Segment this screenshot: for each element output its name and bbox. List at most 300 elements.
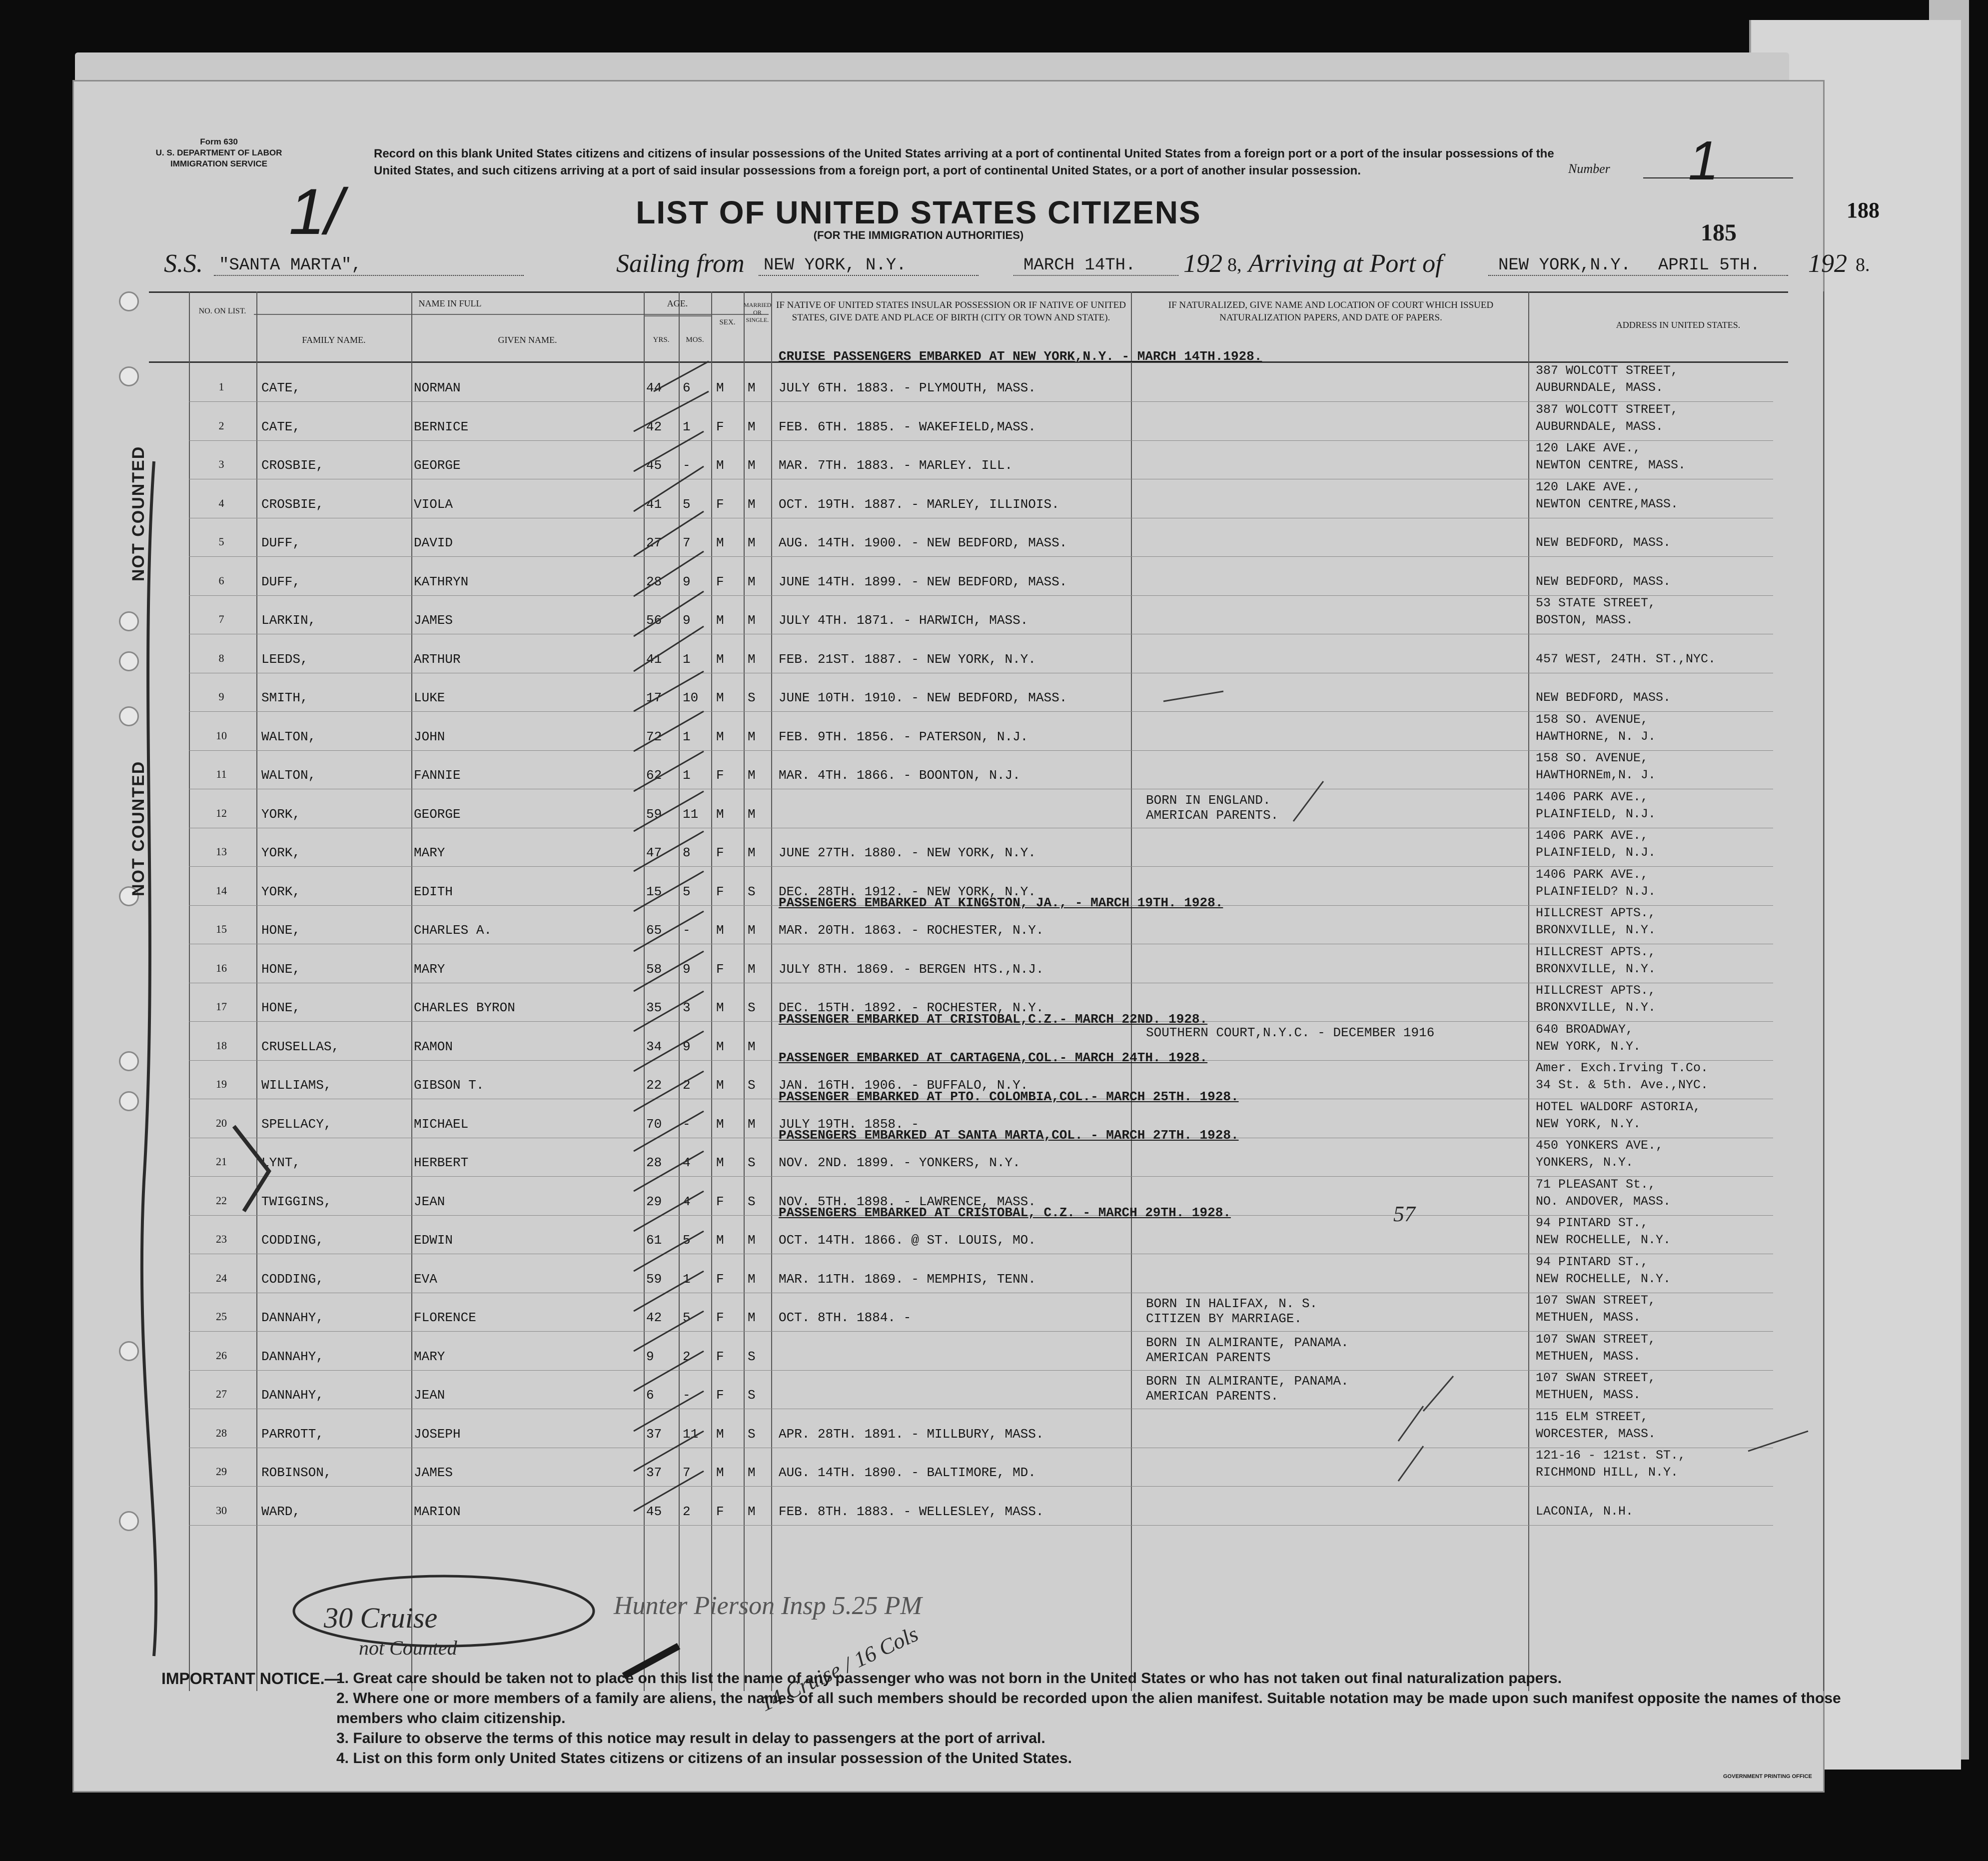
- row-number: 22: [216, 1194, 227, 1207]
- form-number: Form 630: [200, 137, 238, 146]
- row-number: 10: [216, 729, 227, 742]
- sex: M: [716, 535, 724, 550]
- sex: F: [716, 961, 724, 977]
- address-line-1: 94 PINTARD ST.,: [1536, 1216, 1649, 1230]
- printer-imprint: GOVERNMENT PRINTING OFFICE: [1723, 1774, 1812, 1780]
- address-line-2: NEW YORK, N.Y.: [1536, 1039, 1641, 1054]
- service: IMMIGRATION SERVICE: [170, 159, 267, 168]
- row-number: 11: [216, 768, 227, 780]
- marital-status: M: [748, 1271, 756, 1287]
- age-months: 5: [683, 496, 691, 512]
- year-prefix: 192: [1183, 249, 1222, 278]
- sex: F: [716, 1310, 724, 1325]
- marital-status: M: [748, 806, 756, 822]
- sex: M: [716, 806, 724, 822]
- address-line-1: 107 SWAN STREET,: [1536, 1293, 1656, 1308]
- row-number: 16: [216, 961, 227, 974]
- naturalization-line-2: AMERICAN PARENTS.: [1146, 807, 1279, 823]
- marital-status: M: [748, 380, 756, 395]
- birth-date-place: FEB. 9TH. 1856. - PATERSON, N.J.: [779, 729, 1028, 744]
- sex: M: [716, 613, 724, 628]
- address-line-1: 158 SO. AVENUE,: [1536, 751, 1649, 765]
- marital-status: M: [748, 496, 756, 512]
- birth-date-place: NOV. 5TH. 1898. - LAWRENCE, MASS.: [779, 1194, 1036, 1209]
- family-name: DANNAHY,: [261, 1349, 324, 1364]
- embarkation-note: CRUISE PASSENGERS EMBARKED AT NEW YORK,N.Y. - MARCH 14TH.1928.: [779, 349, 1262, 364]
- sex: M: [716, 1465, 724, 1480]
- birth-date-place: JUNE 27TH. 1880. - NEW YORK, N.Y.: [779, 845, 1036, 860]
- family-name: HONE,: [261, 961, 301, 977]
- marital-status: M: [748, 1504, 756, 1519]
- age-years: 29: [646, 1194, 662, 1209]
- address-line-2: METHUEN, MASS.: [1536, 1310, 1641, 1325]
- given-name: KATHRYN: [414, 574, 469, 589]
- age-months: 7: [683, 535, 691, 550]
- header-age: AGE.: [667, 298, 688, 308]
- address-line-2: HAWTHORNEm,N. J.: [1536, 768, 1656, 782]
- row-number: 20: [216, 1116, 227, 1129]
- address-line-1: 1406 PARK AVE.,: [1536, 867, 1649, 882]
- given-name: FANNIE: [414, 768, 461, 783]
- age-years: 37: [646, 1465, 662, 1480]
- age-years: 47: [646, 845, 662, 860]
- handwritten-one: 1/: [289, 175, 343, 248]
- header-family: FAMILY NAME.: [302, 335, 366, 345]
- marital-status: S: [748, 1000, 756, 1015]
- address-line-1: Amer. Exch.Irving T.Co.: [1536, 1061, 1709, 1075]
- age-months: 11: [683, 806, 699, 822]
- row-number: 28: [216, 1426, 227, 1439]
- age-years: 6: [646, 1388, 654, 1403]
- sex: F: [716, 1194, 724, 1209]
- row-number: 7: [218, 613, 224, 625]
- sex: M: [716, 690, 724, 705]
- birth-date-place: JAN. 16TH. 1906. - BUFFALO, N.Y.: [779, 1078, 1028, 1093]
- age-months: 1: [683, 729, 691, 744]
- age-years: 42: [646, 419, 662, 434]
- birth-date-place: OCT. 8TH. 1884. -: [779, 1310, 912, 1325]
- given-name: EDITH: [414, 884, 453, 899]
- age-years: 58: [646, 961, 662, 977]
- sex: F: [716, 574, 724, 589]
- given-name: MARY: [414, 961, 445, 977]
- age-months: -: [683, 923, 691, 938]
- age-years: 22: [646, 1078, 662, 1093]
- family-name: WALTON,: [261, 729, 316, 744]
- marital-status: S: [748, 1078, 756, 1093]
- naturalization-line-2: AMERICAN PARENTS.: [1146, 1389, 1279, 1404]
- family-name: LEEDS,: [261, 651, 308, 667]
- address-line-2: NEW YORK, N.Y.: [1536, 1116, 1641, 1131]
- given-name: GEORGE: [414, 458, 461, 473]
- sex: M: [716, 729, 724, 744]
- marital-status: M: [748, 574, 756, 589]
- ship-name: "SANTA MARTA",: [219, 256, 362, 275]
- marital-status: M: [748, 535, 756, 550]
- given-name: MARY: [414, 845, 445, 860]
- age-years: 41: [646, 651, 662, 667]
- address-line-2: BRONXVILLE, N.Y.: [1536, 1000, 1656, 1015]
- age-years: 28: [646, 574, 662, 589]
- row-number: 8: [218, 651, 224, 664]
- age-years: 41: [646, 496, 662, 512]
- marital-status: M: [748, 651, 756, 667]
- address-line-1: HILLCREST APTS.,: [1536, 944, 1656, 959]
- ss-label: S.S.: [164, 249, 203, 278]
- notice-lead: IMPORTANT NOTICE.—: [161, 1670, 341, 1688]
- address-line-2: NEW ROCHELLE, N.Y.: [1536, 1233, 1671, 1247]
- address-line-2: 34 St. & 5th. Ave.,NYC.: [1536, 1078, 1709, 1092]
- given-name: EDWIN: [414, 1233, 453, 1248]
- age-years: 56: [646, 613, 662, 628]
- age-months: 1: [683, 768, 691, 783]
- sex: F: [716, 845, 724, 860]
- marital-status: S: [748, 1194, 756, 1209]
- address-line-2: NEW BEDFORD, MASS.: [1536, 574, 1671, 589]
- given-name: HERBERT: [414, 1155, 469, 1170]
- birth-date-place: JULY 6TH. 1883. - PLYMOUTH, MASS.: [779, 380, 1036, 395]
- birth-date-place: MAR. 4TH. 1866. - BOONTON, N.J.: [779, 768, 1020, 783]
- address-line-2: PLAINFIELD, N.J.: [1536, 806, 1656, 821]
- age-months: 5: [683, 1310, 691, 1325]
- age-years: 9: [646, 1349, 654, 1364]
- age-months: 5: [683, 1233, 691, 1248]
- age-months: -: [683, 1388, 691, 1403]
- age-years: 70: [646, 1116, 662, 1132]
- department: U. S. DEPARTMENT OF LABOR: [155, 148, 282, 157]
- birth-date-place: MAR. 7TH. 1883. - MARLEY. ILL.: [779, 458, 1013, 473]
- age-years: 59: [646, 1271, 662, 1287]
- embarkation-note: PASSENGERS EMBARKED AT KINGSTON, JA., - MARCH 19TH. 1928.: [779, 895, 1223, 911]
- number-label: Number: [1568, 161, 1610, 176]
- naturalization-line-1: BORN IN ALMIRANTE, PANAMA.: [1146, 1335, 1349, 1350]
- address-line-2: METHUEN, MASS.: [1536, 1349, 1641, 1364]
- address-line-2: NEW BEDFORD, MASS.: [1536, 690, 1671, 705]
- age-months: 3: [683, 1000, 691, 1015]
- header-sex: SEX.: [719, 318, 736, 326]
- embarkation-note: PASSENGERS EMBARKED AT CRISTOBAL, C.Z. - MARCH 29TH. 1928.: [779, 1205, 1231, 1221]
- birth-date-place: DEC. 28TH. 1912. - NEW YORK, N.Y.: [779, 884, 1036, 899]
- birth-date-place: AUG. 14TH. 1890. - BALTIMORE, MD.: [779, 1465, 1036, 1480]
- age-years: 72: [646, 729, 662, 744]
- birth-date-place: APR. 28TH. 1891. - MILLBURY, MASS.: [779, 1426, 1044, 1442]
- birth-date-place: OCT. 14TH. 1866. @ ST. LOUIS, MO.: [779, 1233, 1036, 1248]
- sex: F: [716, 884, 724, 899]
- address-line-1: HOTEL WALDORF ASTORIA,: [1536, 1099, 1701, 1114]
- embarkation-note: PASSENGER EMBARKED AT CARTAGENA,COL.- MARCH 24TH. 1928.: [779, 1050, 1208, 1066]
- address-line-2: RICHMOND HILL, N.Y.: [1536, 1465, 1679, 1480]
- family-name: LYNT,: [261, 1155, 301, 1170]
- notice-item-1: 1. Great care should be taken not to place on this list the name of any passenger who was not born in the United States or who has not taken out final naturalization papers.: [336, 1670, 1562, 1687]
- marital-status: M: [748, 768, 756, 783]
- age-months: 5: [683, 884, 691, 899]
- marital-status: M: [748, 729, 756, 744]
- row-number: 13: [216, 845, 227, 858]
- family-name: WALTON,: [261, 768, 316, 783]
- header-given: GIVEN NAME.: [498, 335, 557, 345]
- given-name: NORMAN: [414, 380, 461, 395]
- marital-status: M: [748, 1310, 756, 1325]
- row-number: 1: [218, 380, 224, 393]
- not-counted-stamp: NOT COUNTED: [129, 445, 148, 581]
- sex: F: [716, 1388, 724, 1403]
- marital-status: S: [748, 1388, 756, 1403]
- naturalization-line-1: SOUTHERN COURT,N.Y.C. - DECEMBER 1916: [1146, 1025, 1435, 1040]
- notice-item-4: 4. List on this form only United States citizens or citizens of an insular possession of the United States.: [336, 1750, 1072, 1767]
- address-line-2: NEW ROCHELLE, N.Y.: [1536, 1271, 1671, 1286]
- birth-date-place: JUNE 10TH. 1910. - NEW BEDFORD, MASS.: [779, 690, 1067, 705]
- age-months: 11: [683, 1426, 699, 1442]
- birth-date-place: MAR. 11TH. 1869. - MEMPHIS, TENN.: [779, 1271, 1036, 1287]
- marital-status: M: [748, 845, 756, 860]
- family-name: WILLIAMS,: [261, 1078, 332, 1093]
- birth-date-place: AUG. 14TH. 1900. - NEW BEDFORD, MASS.: [779, 535, 1067, 550]
- row-number: 12: [216, 806, 227, 819]
- birth-date-place: FEB. 6TH. 1885. - WAKEFIELD,MASS.: [779, 419, 1036, 434]
- family-name: PARROTT,: [261, 1426, 324, 1442]
- address-line-1: 387 WOLCOTT STREET,: [1536, 402, 1679, 417]
- header-no: NO. ON LIST.: [198, 307, 246, 315]
- number-value: 1: [1688, 130, 1719, 191]
- family-name: SPELLACY,: [261, 1116, 332, 1132]
- age-years: 45: [646, 458, 662, 473]
- header-married: MARRIED OR SINGLE.: [744, 301, 772, 323]
- handwritten-57: 57: [1393, 1202, 1415, 1226]
- row-number: 17: [216, 1000, 227, 1013]
- birth-date-place: JULY 4TH. 1871. - HARWICH, MASS.: [779, 613, 1028, 628]
- given-name: JOSEPH: [414, 1426, 461, 1442]
- address-line-2: BRONXVILLE, N.Y.: [1536, 923, 1656, 937]
- embarkation-note: PASSENGER EMBARKED AT PTO. COLOMBIA,COL.- MARCH 25TH. 1928.: [779, 1089, 1239, 1104]
- row-number: 23: [216, 1233, 227, 1245]
- row-number: 18: [216, 1039, 227, 1052]
- sex: M: [716, 923, 724, 938]
- address-line-1: HILLCREST APTS.,: [1536, 983, 1656, 998]
- record-instructions: Record on this blank United States citizens and citizens of insular possessions of the United States arriving at a port of continental United States from a foreign port or a port of the insular possessions of the United States, and such citizens arriving at a port of said insular possessions from a foreign port, a port of continental United States, or a port of another insular possession.: [374, 147, 1554, 177]
- age-years: 45: [646, 1504, 662, 1519]
- row-number: 30: [216, 1504, 227, 1517]
- age-months: 9: [683, 961, 691, 977]
- year-prefix-2: 192: [1808, 249, 1847, 278]
- age-years: 62: [646, 768, 662, 783]
- family-name: CRUSELLAS,: [261, 1039, 340, 1054]
- birth-date-place: JULY 8TH. 1869. - BERGEN HTS.,N.J.: [779, 961, 1044, 977]
- manifest-page: [72, 80, 1870, 1793]
- marital-status: S: [748, 884, 756, 899]
- family-name: YORK,: [261, 806, 301, 822]
- header-yrs: YRS.: [653, 336, 670, 344]
- age-months: -: [683, 458, 691, 473]
- age-months: 1: [683, 651, 691, 667]
- row-number: 3: [218, 458, 224, 470]
- age-years: 65: [646, 923, 662, 938]
- address-line-1: 1406 PARK AVE.,: [1536, 789, 1649, 804]
- page-number: 185: [1701, 219, 1737, 246]
- given-name: JEAN: [414, 1388, 445, 1403]
- family-name: DUFF,: [261, 535, 301, 550]
- age-months: 4: [683, 1194, 691, 1209]
- address-line-2: WORCESTER, MASS.: [1536, 1426, 1656, 1441]
- age-years: 34: [646, 1039, 662, 1054]
- address-line-2: NO. ANDOVER, MASS.: [1536, 1194, 1671, 1209]
- year-suffix-2: 8.: [1856, 254, 1870, 275]
- age-months: 1: [683, 419, 691, 434]
- age-months: 9: [683, 613, 691, 628]
- age-months: 4: [683, 1155, 691, 1170]
- row-number: 27: [216, 1388, 227, 1400]
- page-title: LIST OF UNITED STATES CITIZENS: [636, 194, 1201, 230]
- naturalization-line-1: BORN IN ENGLAND.: [1146, 792, 1271, 808]
- given-name: FLORENCE: [414, 1310, 476, 1325]
- handwritten-inspector: Hunter Pierson Insp 5.25 PM: [614, 1592, 922, 1620]
- birth-date-place: MAR. 20TH. 1863. - ROCHESTER, N.Y.: [779, 923, 1044, 938]
- age-years: 28: [646, 1155, 662, 1170]
- age-months: 2: [683, 1349, 691, 1364]
- given-name: VIOLA: [414, 496, 453, 512]
- naturalization-line-2: AMERICAN PARENTS: [1146, 1350, 1271, 1365]
- family-name: CATE,: [261, 380, 301, 395]
- address-line-2: BOSTON, MASS.: [1536, 613, 1634, 627]
- row-number: 29: [216, 1465, 227, 1478]
- address-line-2: 457 WEST, 24TH. ST.,NYC.: [1536, 651, 1716, 666]
- family-name: CODDING,: [261, 1271, 324, 1287]
- age-years: 27: [646, 535, 662, 550]
- address-line-2: PLAINFIELD, N.J.: [1536, 845, 1656, 860]
- given-name: JAMES: [414, 613, 453, 628]
- age-months: 10: [683, 690, 699, 705]
- naturalization-line-1: BORN IN HALIFAX, N. S.: [1146, 1296, 1318, 1311]
- birth-date-place: JUNE 14TH. 1899. - NEW BEDFORD, MASS.: [779, 574, 1067, 589]
- row-number: 14: [216, 884, 227, 897]
- row-number: 25: [216, 1310, 227, 1323]
- row-number: 21: [216, 1155, 227, 1168]
- family-name: DUFF,: [261, 574, 301, 589]
- given-name: JEAN: [414, 1194, 445, 1209]
- birth-date-place: OCT. 19TH. 1887. - MARLEY, ILLINOIS.: [779, 496, 1059, 512]
- embarkation-note: PASSENGER EMBARKED AT CRISTOBAL,C.Z.- MARCH 22ND. 1928.: [779, 1011, 1208, 1027]
- address-line-2: NEWTON CENTRE, MASS.: [1536, 458, 1686, 472]
- sex: M: [716, 1116, 724, 1132]
- margin-scribble: [234, 1126, 269, 1211]
- row-number: 5: [218, 535, 224, 548]
- naturalization-line-1: BORN IN ALMIRANTE, PANAMA.: [1146, 1374, 1349, 1389]
- address-line-1: 158 SO. AVENUE,: [1536, 712, 1649, 727]
- given-name: JOHN: [414, 729, 445, 744]
- sex: M: [716, 1039, 724, 1054]
- sex: M: [716, 1000, 724, 1015]
- family-name: CATE,: [261, 419, 301, 434]
- marital-status: S: [748, 1426, 756, 1442]
- outer-page-number: 188: [1847, 198, 1880, 222]
- marital-status: M: [748, 1465, 756, 1480]
- given-name: GIBSON T.: [414, 1078, 484, 1093]
- handwritten-cruise: 30 Cruise: [324, 1602, 438, 1634]
- age-months: -: [683, 1116, 691, 1132]
- sex: M: [716, 1233, 724, 1248]
- sex: M: [716, 458, 724, 473]
- age-years: 37: [646, 1426, 662, 1442]
- given-name: DAVID: [414, 535, 453, 550]
- address-line-2: YONKERS, N.Y.: [1536, 1155, 1634, 1170]
- row-number: 19: [216, 1078, 227, 1090]
- age-years: 61: [646, 1233, 662, 1248]
- address-line-1: 121-16 - 121st. ST.,: [1536, 1448, 1686, 1463]
- check-marks: [634, 361, 709, 1511]
- row-number: 26: [216, 1349, 227, 1362]
- address-line-1: HILLCREST APTS.,: [1536, 906, 1656, 920]
- marital-status: S: [748, 1155, 756, 1170]
- page-subtitle: (FOR THE IMMIGRATION AUTHORITIES): [813, 229, 1024, 241]
- age-months: 9: [683, 1039, 691, 1054]
- row-number: 24: [216, 1271, 227, 1284]
- given-name: GEORGE: [414, 806, 461, 822]
- address-line-1: 53 STATE STREET,: [1536, 596, 1656, 610]
- age-months: 2: [683, 1504, 691, 1519]
- family-name: TWIGGINS,: [261, 1194, 332, 1209]
- marital-status: S: [748, 1349, 756, 1364]
- birth-date-place: FEB. 8TH. 1883. - WELLESLEY, MASS.: [779, 1504, 1044, 1519]
- age-months: 6: [683, 380, 691, 395]
- marital-status: M: [748, 613, 756, 628]
- year-suffix: 8,: [1227, 254, 1242, 275]
- family-name: CROSBIE,: [261, 496, 324, 512]
- address-line-2: NEWTON CENTRE,MASS.: [1536, 496, 1679, 511]
- not-counted-stamp: NOT COUNTED: [129, 760, 148, 896]
- family-name: LARKIN,: [261, 613, 316, 628]
- address-line-1: 120 LAKE AVE.,: [1536, 441, 1641, 455]
- age-years: 15: [646, 884, 662, 899]
- address-line-1: 115 ELM STREET,: [1536, 1409, 1649, 1424]
- given-name: CHARLES A.: [414, 923, 492, 938]
- given-name: MICHAEL: [414, 1116, 469, 1132]
- address-line-1: 640 BROADWAY,: [1536, 1022, 1634, 1037]
- header-native: IF NATIVE OF UNITED STATES INSULAR POSSESSION OR IF NATIVE OF UNITED STATES, GIVE DATE AND PLACE OF BIRTH (CITY OR TOWN AND STATE).: [776, 300, 1126, 323]
- row-number: 9: [218, 690, 224, 703]
- notice-item-2: 2. Where one or more members of a family are aliens, the names of all such members should be recorded upon the alien manifest. Suitable notation may be made upon such manifest opposite the names of those members who claim citizenship.: [336, 1690, 1841, 1727]
- sex: F: [716, 768, 724, 783]
- sailing-from: NEW YORK, N.Y.: [764, 256, 907, 275]
- address-line-2: METHUEN, MASS.: [1536, 1388, 1641, 1402]
- age-months: 9: [683, 574, 691, 589]
- given-name: RAMON: [414, 1039, 453, 1054]
- sex: M: [716, 380, 724, 395]
- family-name: SMITH,: [261, 690, 308, 705]
- birth-date-place: DEC. 15TH. 1892. - ROCHESTER, N.Y.: [779, 1000, 1044, 1015]
- family-name: CROSBIE,: [261, 458, 324, 473]
- address-line-1: 71 PLEASANT St.,: [1536, 1177, 1656, 1192]
- header-mos: MOS.: [686, 336, 704, 344]
- sex: F: [716, 1504, 724, 1519]
- sex: F: [716, 496, 724, 512]
- row-number: 15: [216, 923, 227, 935]
- marital-status: M: [748, 1116, 756, 1132]
- row-number: 6: [218, 574, 224, 587]
- sex: F: [716, 1271, 724, 1287]
- family-name: DANNAHY,: [261, 1388, 324, 1403]
- marital-status: M: [748, 923, 756, 938]
- sex: F: [716, 419, 724, 434]
- address-line-2: PLAINFIELD? N.J.: [1536, 884, 1656, 899]
- family-name: YORK,: [261, 845, 301, 860]
- birth-date-place: FEB. 21ST. 1887. - NEW YORK, N.Y.: [779, 651, 1036, 667]
- family-name: YORK,: [261, 884, 301, 899]
- age-years: 59: [646, 806, 662, 822]
- age-years: 42: [646, 1310, 662, 1325]
- family-name: ROBINSON,: [261, 1465, 332, 1480]
- handwriting-strokes: [74, 81, 1823, 1791]
- address-line-1: 387 WOLCOTT STREET,: [1536, 363, 1679, 378]
- address-line-1: 107 SWAN STREET,: [1536, 1332, 1656, 1347]
